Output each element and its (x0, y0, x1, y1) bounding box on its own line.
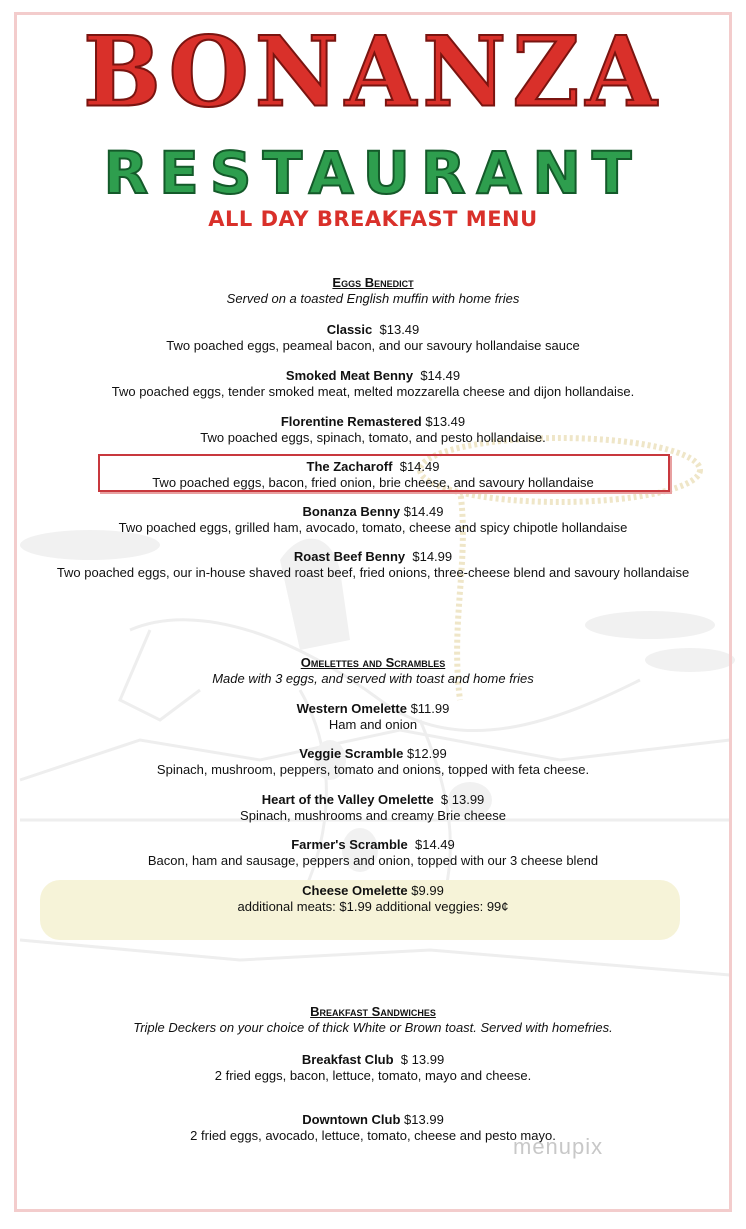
section-title: Omelettes and Scrambles (300, 655, 446, 670)
menupix-watermark: menupix (513, 1134, 604, 1159)
section-description: Served on a toasted English muffin with home fries (226, 290, 520, 306)
item-name: Downtown Club (302, 1112, 401, 1127)
item-name: Florentine Remastered (280, 414, 422, 429)
menu-item (0, 746, 746, 777)
item-price: $14.49 (403, 504, 444, 519)
item-description: Two poached eggs, tender smoked meat, melted mozzarella cheese and dijon hollandaise. (111, 383, 635, 399)
menu-item (0, 883, 746, 914)
menu-tagline: ALL DAY BREAKFAST MENU (208, 207, 538, 231)
item-description: Spinach, mushrooms and creamy Brie cheese (240, 807, 506, 823)
item-price: $13.99 (404, 1112, 444, 1127)
item-name: Breakfast Club (301, 1052, 394, 1067)
menu-item (0, 701, 746, 732)
item-name: Farmer's Scramble (291, 837, 408, 852)
menu-item (0, 792, 746, 823)
menu-item (0, 837, 746, 868)
menu-item (0, 549, 746, 580)
item-description: Bacon, ham and sausage, peppers and onion, topped with our 3 cheese blend (147, 852, 599, 868)
item-name: Smoked Meat Benny (285, 368, 414, 383)
item-price: $14.99 (412, 549, 453, 564)
item-description: 2 fried eggs, bacon, lettuce, tomato, mayo and cheese. (214, 1067, 532, 1083)
menu-item (0, 322, 746, 353)
item-price: $14.49 (420, 368, 461, 383)
section-eggs-benedict (0, 275, 746, 306)
item-price: $11.99 (410, 701, 450, 716)
item-name: Cheese Omelette (302, 883, 408, 898)
section-omelettes (0, 655, 746, 686)
item-description: additional meats: $1.99 additional veggies: 99¢ (237, 898, 509, 914)
item-description: Two poached eggs, our in-house shaved roast beef, fried onions, three-cheese blend and savoury hollandaise (56, 564, 690, 580)
item-price: $13.49 (379, 322, 420, 337)
item-description: Two poached eggs, bacon, fried onion, brie cheese, and savoury hollandaise (152, 474, 594, 490)
item-price: $12.99 (406, 746, 447, 761)
item-description: Spinach, mushroom, peppers, tomato and onions, topped with feta cheese. (156, 761, 590, 777)
item-description: Two poached eggs, peameal bacon, and our savoury hollandaise sauce (166, 337, 580, 353)
item-price: $ 13.99 (440, 792, 485, 807)
item-name: Western Omelette (296, 701, 407, 716)
menu-item (0, 459, 746, 490)
menu-item (0, 414, 746, 445)
section-title: Eggs Benedict (332, 275, 414, 290)
item-price: $13.49 (425, 414, 466, 429)
item-description: Two poached eggs, grilled ham, avocado, tomato, cheese and spicy chipotle hollandaise (118, 519, 628, 535)
item-description: Ham and onion (328, 716, 418, 732)
restaurant-word: RESTAURANT (103, 139, 643, 207)
restaurant-name: BONANZA (83, 15, 663, 129)
item-name: Roast Beef Benny (293, 549, 406, 564)
item-price: $14.49 (415, 837, 455, 852)
item-price: $9.99 (411, 883, 444, 898)
section-title: Breakfast Sandwiches (310, 1004, 436, 1019)
section-breakfast-sandwiches (0, 1004, 746, 1035)
menu-item (0, 504, 746, 535)
item-name: Veggie Scramble (299, 746, 404, 761)
menu-item (0, 368, 746, 399)
item-price: $14.49 (399, 459, 440, 474)
section-description: Made with 3 eggs, and served with toast and home fries (212, 670, 534, 686)
item-description: 2 fried eggs, avocado, lettuce, tomato, cheese and pesto mayo. (190, 1127, 556, 1143)
menu-item (0, 1112, 746, 1143)
item-name: Heart of the Valley Omelette (261, 792, 434, 807)
item-name: Classic (326, 322, 373, 337)
item-name: The Zacharoff (306, 459, 393, 474)
item-name: Bonanza Benny (302, 504, 401, 519)
menu-item (0, 1052, 746, 1083)
section-description: Triple Deckers on your choice of thick White or Brown toast. Served with homefries. (133, 1019, 613, 1035)
item-description: Two poached eggs, spinach, tomato, and pesto hollandaise. (200, 429, 546, 445)
item-price: $ 13.99 (400, 1052, 445, 1067)
